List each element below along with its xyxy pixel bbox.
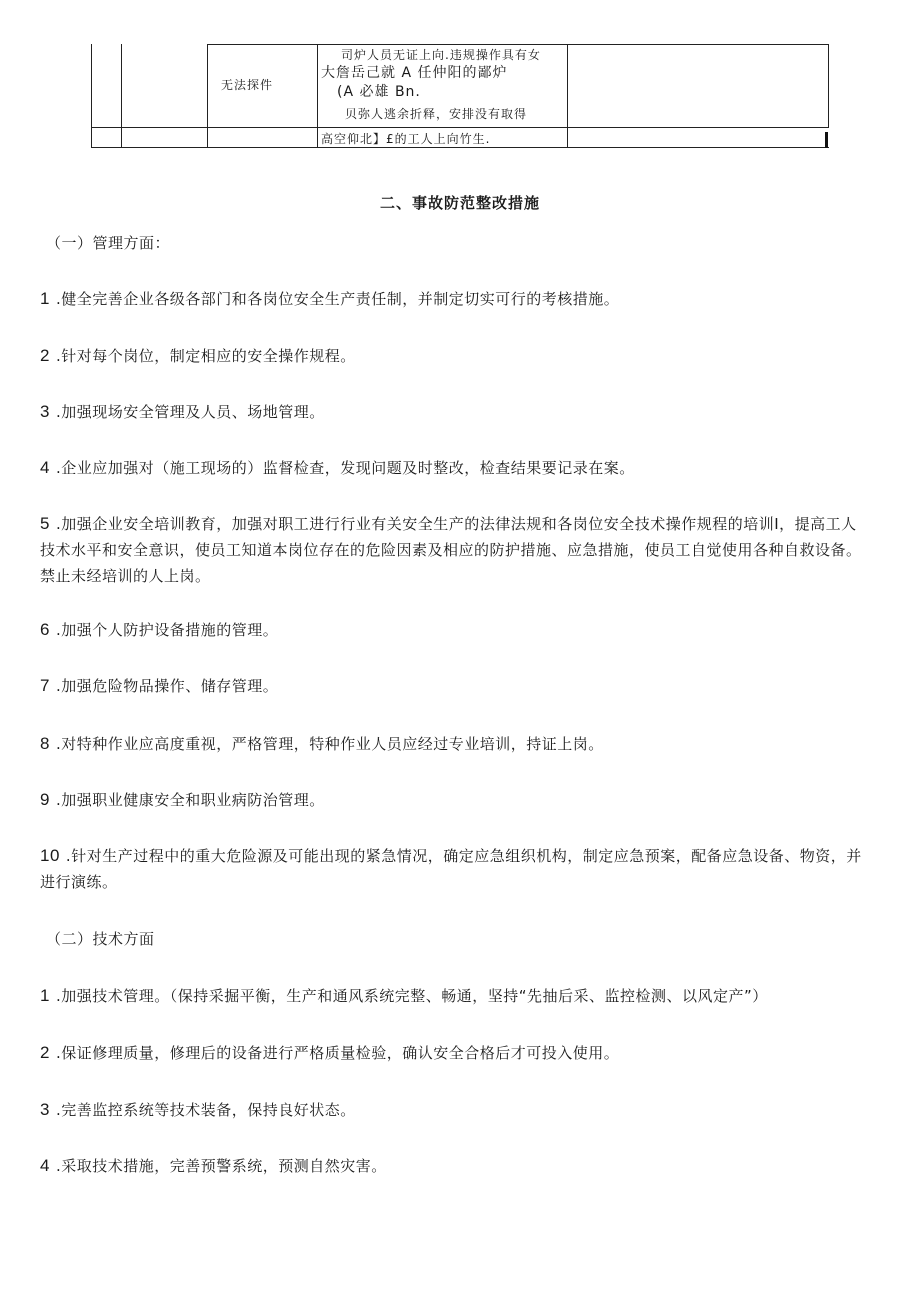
item-text: .针对每个岗位，制定相应的安全操作规程。	[55, 347, 356, 365]
item-text: .加强现场安全管理及人员、场地管理。	[55, 403, 325, 421]
item-text: .加强企业安全培训教育，加强对职工进行行业有关安全生产的法律法规和各岗位安全技术操作规程的培训I，提高工人技术水平和安全意识，使员工知道本岗位存在的危险因素及相应的防护措施、应急措施，使员工自觉使用各种自救设备。禁止未经培训的人上岗。	[40, 515, 862, 585]
item-text: .加强个人防护设备措施的管理。	[55, 621, 279, 639]
item-number: 5	[40, 514, 50, 533]
item-number: 7	[40, 676, 50, 695]
table-border	[207, 44, 829, 45]
list-item	[40, 983, 870, 1009]
item-number: 2	[40, 1043, 50, 1062]
item-number: 10	[40, 846, 60, 865]
item-number: 3	[40, 402, 50, 421]
list-item	[40, 1040, 870, 1066]
technical-title: （二）技术方面	[46, 930, 155, 948]
item-number: 1	[40, 986, 50, 1005]
item-text: .完善监控系统等技术装备，保持良好状态。	[55, 1101, 356, 1119]
item-text: .加强技术管理。（保持采掘平衡，生产和通风系统完整、畅通，坚持“先抽后采、监控检测、以风定产”）	[55, 987, 768, 1005]
item-text: .对特种作业应高度重视，严格管理，特种作业人员应经过专业培训，持证上岗。	[55, 735, 604, 753]
table-mark	[825, 132, 828, 148]
item-number: 4	[40, 458, 50, 477]
list-item	[40, 843, 870, 895]
cell-label: 无法探件	[221, 78, 274, 92]
item-number: 3	[40, 1100, 50, 1119]
list-item	[40, 343, 870, 369]
table-border	[567, 44, 568, 148]
item-text: .保证修理质量，修理后的设备进行严格质量检验，确认安全合格后才可投入使用。	[55, 1044, 620, 1062]
table-border	[121, 44, 122, 148]
table-border	[91, 147, 829, 148]
table-border	[91, 44, 92, 148]
table-fragment	[91, 44, 829, 148]
list-item	[40, 1153, 870, 1179]
item-number: 9	[40, 790, 50, 809]
list-item	[40, 1097, 870, 1123]
table-border	[207, 44, 208, 148]
section-title: 二、事故防范整改措施	[379, 194, 540, 212]
table-border	[91, 127, 829, 128]
item-number: 6	[40, 620, 50, 639]
list-item	[40, 399, 870, 425]
item-text: .针对生产过程中的重大危险源及可能出现的紧急情况，确定应急组织机构，制定应急预案，配备应急设备、物资，并进行演练。	[40, 847, 862, 891]
item-number: 2	[40, 346, 50, 365]
list-item	[40, 617, 870, 643]
list-item	[40, 455, 870, 481]
cell-last-row: 高空仰北】£的工人上向竹生.	[321, 132, 491, 146]
management-title: （一）管理方面：	[46, 234, 171, 252]
list-item	[40, 731, 870, 757]
list-item	[40, 787, 870, 813]
item-text: .健全完善企业各级各部门和各岗位安全生产责任制，并制定切实可行的考核措施。	[55, 290, 620, 308]
item-text: .采取技术措施，完善预警系统，预测自然灾害。	[55, 1157, 387, 1175]
item-number: 4	[40, 1156, 50, 1175]
item-text: .加强危险物品操作、储存管理。	[55, 677, 279, 695]
item-number: 8	[40, 734, 50, 753]
item-text: .加强职业健康安全和职业病防治管理。	[55, 791, 325, 809]
cell-line: 司炉人员无证上向.违规操作具有女	[341, 48, 541, 62]
cell-line: 大詹岳己就 A 任仲阳的鄙炉	[321, 65, 508, 81]
table-border	[317, 44, 318, 148]
list-item	[40, 286, 870, 312]
list-item	[40, 511, 870, 589]
table-border	[828, 44, 829, 128]
item-number: 1	[40, 289, 50, 308]
cell-line: 贝弥人逃余折释，安排没有取得	[345, 107, 528, 121]
list-item	[40, 673, 870, 699]
cell-line: (A 必雄 Bn.	[337, 84, 421, 100]
item-text: .企业应加强对（施工现场的）监督检查，发现问题及时整改，检查结果要记录在案。	[55, 459, 635, 477]
